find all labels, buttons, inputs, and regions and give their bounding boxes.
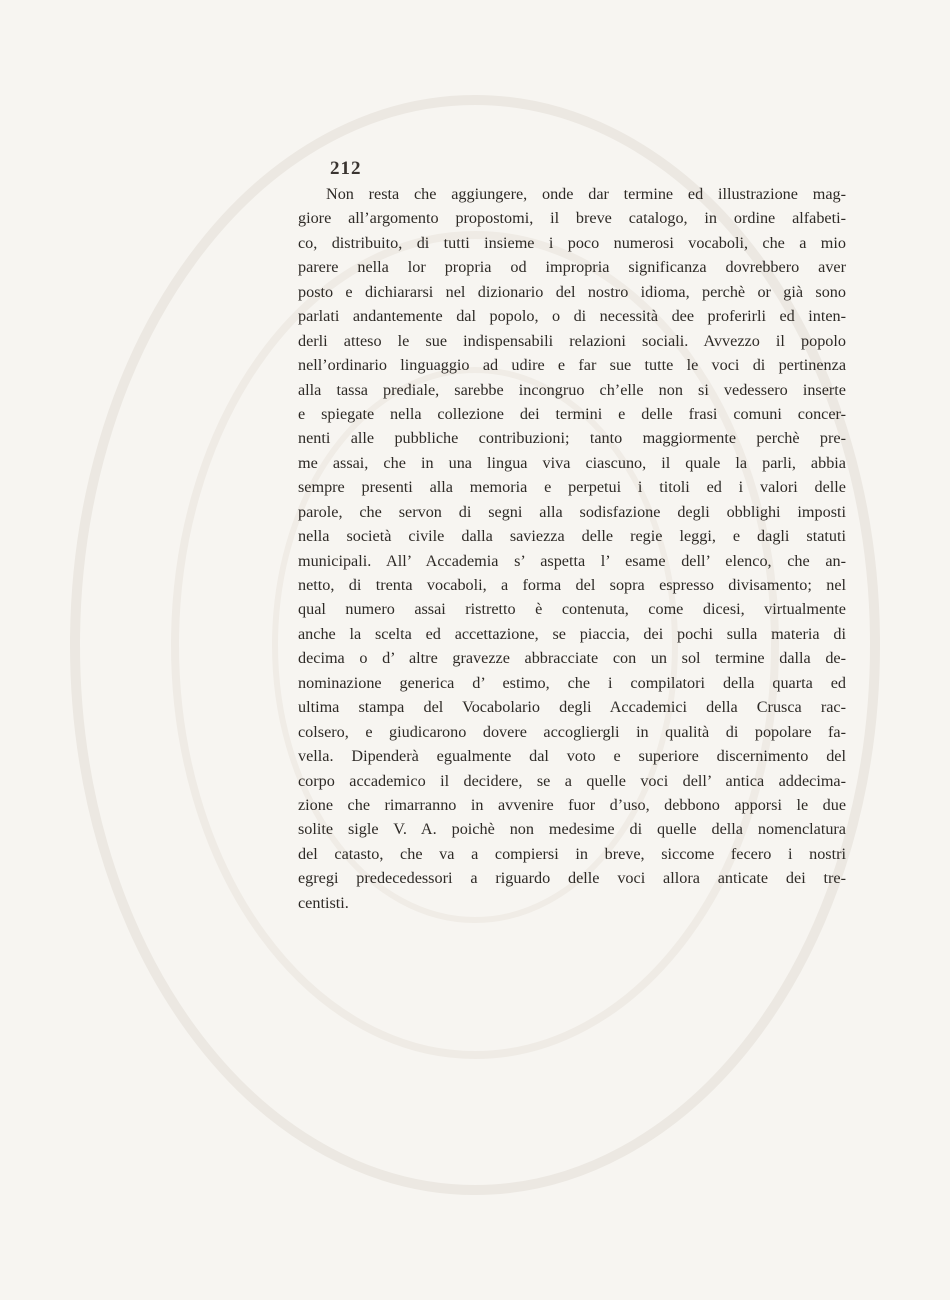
text-line: zione che rimarranno in avvenire fuor d’uso, debbono apporsi le due xyxy=(298,795,846,814)
text-line: parlati andantemente dal popolo, o di necessità dee proferirli ed inten- xyxy=(298,307,846,326)
text-line: netto, di trenta vocaboli, a forma del sopra espresso divisamento; nel xyxy=(298,576,846,594)
text-line: giore all’argomento propostomi, il breve catalogo, in ordine alfabeti- xyxy=(298,209,846,228)
text-line: sempre presenti alla memoria e perpetui i titoli ed i valori delle xyxy=(298,478,846,497)
text-line: colsero, e giudicarono dovere accogliergli in qualità di popolare fa- xyxy=(298,722,846,741)
text-line: parole, che servon di segni alla sodisfazione degli obblighi imposti xyxy=(298,502,846,521)
page-number: 212 xyxy=(330,158,362,179)
text-line: Non resta che aggiungere, onde dar termine ed illustrazione mag- xyxy=(326,185,846,203)
text-line: decima o d’ altre gravezze abbracciate con un sol termine dalla de- xyxy=(298,649,846,668)
text-line: egregi predecedessori a riguardo delle voci allora anticate dei tre- xyxy=(298,869,846,888)
text-line: nell’ordinario linguaggio ad udire e far sue tutte le voci di pertinenza xyxy=(298,356,846,375)
text-line: e spiegate nella collezione dei termini e delle frasi comuni concer- xyxy=(298,404,846,423)
body-paragraph xyxy=(298,182,846,915)
text-line: co, distribuito, di tutti insieme i poco numerosi vocaboli, che a mio xyxy=(298,233,846,252)
text-line: derli atteso le sue indispensabili relazioni sociali. Avvezzo il popolo xyxy=(298,331,846,350)
text-line: solite sigle V. A. poichè non medesime di quelle della nomenclatura xyxy=(298,820,846,839)
text-line: nella società civile dalla saviezza delle regie leggi, e dagli statuti xyxy=(298,527,846,546)
text-line: centisti. xyxy=(298,893,349,912)
text-line: anche la scelta ed accettazione, se piaccia, dei pochi sulla materia di xyxy=(298,624,846,643)
text-line: posto e dichiararsi nel dizionario del nostro idioma, perchè or già sono xyxy=(298,282,846,301)
text-line: nenti alle pubbliche contribuzioni; tanto maggiormente perchè pre- xyxy=(298,429,846,448)
text-line: vella. Dipenderà egualmente dal voto e superiore discernimento del xyxy=(298,747,846,766)
text-line: nominazione generica d’ estimo, che i compilatori della quarta ed xyxy=(298,673,846,692)
text-line: alla tassa prediale, sarebbe incongruo ch’elle non si vedessero inserte xyxy=(298,380,846,399)
text-line: me assai, che in una lingua viva ciascuno, il quale la parli, abbia xyxy=(298,453,846,472)
text-line: del catasto, che va a compiersi in breve, siccome fecero i nostri xyxy=(298,844,846,863)
text-line: ultima stampa del Vocabolario degli Accademici della Crusca rac- xyxy=(298,698,846,717)
text-line: corpo accademico il decidere, se a quelle voci dell’ antica addecima- xyxy=(298,771,846,790)
text-line: qual numero assai ristretto è contenuta, come dicesi, virtualmente xyxy=(298,600,846,619)
text-line: municipali. All’ Accademia s’ aspetta l’ esame dell’ elenco, che an- xyxy=(298,551,846,570)
text-line: parere nella lor propria od impropria significanza dovrebbero aver xyxy=(298,258,846,277)
